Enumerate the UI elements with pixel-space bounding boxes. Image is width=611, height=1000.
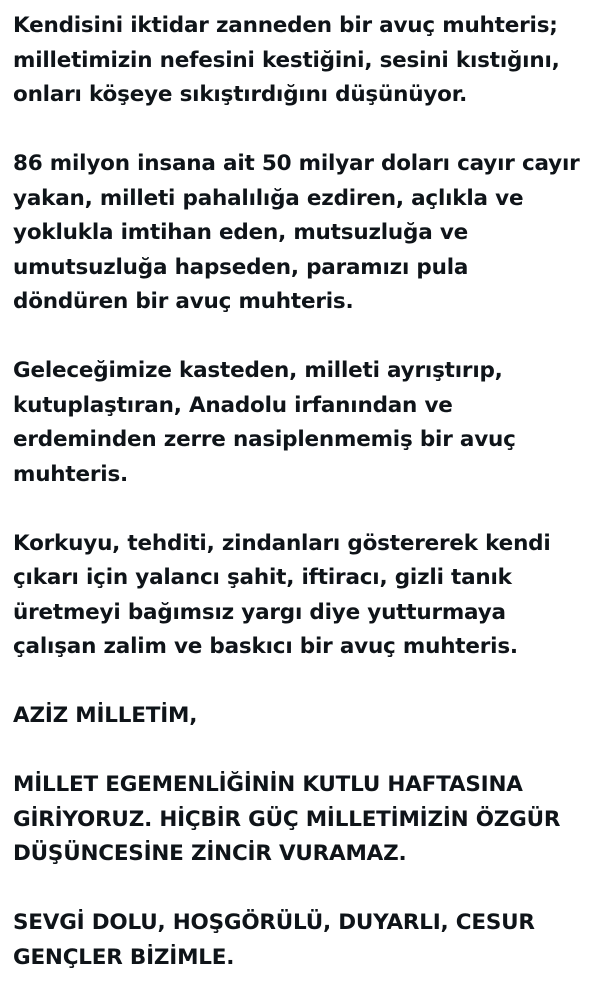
paragraph-1	[13, 9, 603, 113]
paragraph-5	[13, 699, 603, 734]
text-line: erdeminden zerre nasiplenmemiş bir avuç	[13, 427, 516, 452]
text-line: Kendisini iktidar zanneden bir avuç muhteris;	[13, 13, 558, 38]
paragraph-2	[13, 147, 603, 320]
text-line: çalışan zalim ve baskıcı bir avuç muhteris.	[13, 634, 518, 659]
post-body	[13, 9, 603, 975]
text-line: MİLLET EGEMENLİĞİNİN KUTLU HAFTASINA	[13, 772, 523, 797]
text-line: umutsuzluğa hapseden, paramızı pula	[13, 254, 469, 280]
paragraph-4	[13, 527, 603, 665]
text-line: muhteris.	[13, 461, 129, 487]
text-line: çıkarı için yalancı şahit, iftiracı, gizli tanık	[13, 565, 512, 590]
text-line: AZİZ MİLLETİM,	[13, 703, 198, 728]
text-line: GENÇLER BİZİMLE.	[13, 944, 235, 970]
paragraph-7	[13, 906, 603, 975]
text-line: onları köşeye sıkıştırdığını düşünüyor.	[13, 82, 468, 107]
text-line: DÜŞÜNCESİNE ZİNCİR VURAMAZ.	[13, 841, 407, 866]
text-line: SEVGİ DOLU, HOŞGÖRÜLÜ, DUYARLI, CESUR	[13, 910, 535, 935]
text-line: yakan, milleti pahalılığa ezdiren, açlıkla ve	[13, 185, 524, 211]
text-line: GİRİYORUZ. HİÇBİR GÜÇ MİLLETİMİZİN ÖZGÜR	[13, 806, 561, 832]
text-line: kutuplaştıran, Anadolu irfanından ve	[13, 392, 453, 418]
paragraph-6	[13, 768, 603, 872]
text-line: üretmeyi bağımsız yargı diye yutturmaya	[13, 599, 506, 625]
text-line: yoklukla imtihan eden, mutsuzluğa ve	[13, 220, 469, 245]
text-line: milletimizin nefesini kestiğini, sesini kıstığını,	[13, 47, 560, 73]
text-line: Geleceğimize kasteden, milleti ayrıştırıp,	[13, 358, 503, 383]
paragraph-3	[13, 354, 603, 492]
text-line: 86 milyon insana ait 50 milyar doları cayır cayır	[13, 151, 580, 176]
text-line: döndüren bir avuç muhteris.	[13, 289, 354, 314]
text-line: Korkuyu, tehditi, zindanları göstererek kendi	[13, 530, 551, 556]
